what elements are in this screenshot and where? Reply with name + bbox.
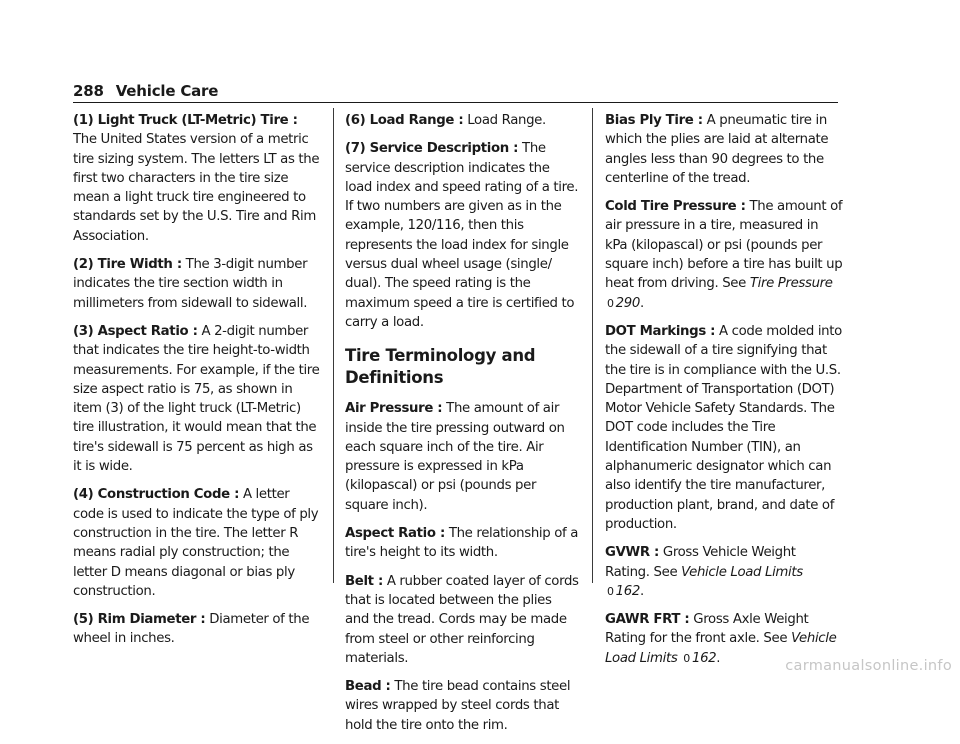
definition-belt bbox=[345, 572, 579, 668]
definition-text: Gross Axle Weight Rating for the front axle. See bbox=[605, 612, 809, 647]
term: Aspect Ratio : bbox=[345, 526, 445, 542]
term: Belt : bbox=[345, 573, 383, 589]
column-divider bbox=[333, 108, 334, 583]
definition-text: Diameter of the wheel in inches. bbox=[73, 612, 310, 647]
term: Cold Tire Pressure : bbox=[605, 199, 746, 215]
term: (3) Aspect Ratio : bbox=[73, 323, 198, 339]
page-number: 288 bbox=[73, 82, 104, 100]
section-heading: Tire Terminology and Definitions bbox=[345, 346, 536, 388]
column-3 bbox=[605, 111, 843, 677]
ref-page: 162 bbox=[615, 583, 640, 599]
definition-text: A rubber coated layer of cords that is located between the plies and the tread. Cords may be made from steel or other reinforcing materials. bbox=[345, 573, 579, 666]
term: (7) Service Description : bbox=[345, 141, 519, 157]
term: Bead : bbox=[345, 679, 391, 695]
definition-text: The relationship of a tire's height to its width. bbox=[345, 526, 578, 561]
ref-page: 290 bbox=[615, 295, 640, 311]
page-arrow-icon: 0 bbox=[683, 651, 690, 665]
definition-text: The amount of air inside the tire pressing outward on each square inch of the tire. Air pressure is expressed in kPa (kilopascal) or psi (pounds per square inch). bbox=[345, 401, 565, 513]
ref-title: Vehicle Load Limits bbox=[605, 631, 837, 666]
definition-bead bbox=[345, 677, 579, 735]
definition-dot-markings bbox=[605, 322, 843, 534]
watermark: carmanualsonline.info bbox=[785, 658, 952, 674]
definition-lt-metric-tire bbox=[73, 111, 323, 246]
definition-load-range bbox=[345, 111, 579, 130]
term: GVWR : bbox=[605, 545, 659, 561]
header-rule bbox=[73, 102, 838, 103]
term: DOT Markings : bbox=[605, 323, 716, 339]
term: (1) Light Truck (LT-Metric) Tire : bbox=[73, 113, 298, 128]
definition-text: A 2-digit number that indicates the tire height-to-width measurements. For example, if the tire size aspect ratio is 75, as shown in item (3) of the light truck (LT-Metric) tire illustration, it would mean that the tire's sidewall is 75 percent as high as it is wide. bbox=[73, 323, 320, 475]
definition-text: The service description indicates the load index and speed rating of a tire. If two numbers are given as in the example, 120/116, then this represents the load index for single versus dual wheel usage (single/ dual). The speed rating is the maximum speed a tire is certified to carry a load. bbox=[345, 141, 579, 330]
definition-text: The amount of air pressure in a tire, measured in kPa (kilopascal) or psi (pounds per square inch) before a tire has built up heat from driving. See bbox=[605, 199, 843, 292]
definition-service-description bbox=[345, 139, 579, 332]
definition-construction-code bbox=[73, 485, 323, 601]
term: (4) Construction Code : bbox=[73, 487, 240, 503]
definition-rim-diameter bbox=[73, 610, 323, 649]
definition-text: A code molded into the sidewall of a tire signifying that the tire is in compliance with the U.S. Department of Transportation (DOT) Motor Vehicle Safety Standards. The DOT code includes the Tire Identification Number (TIN), an alphanumeric designator which can also identify the tire manufacturer, production plant, brand, and date of production. bbox=[605, 323, 842, 532]
ref-title: Tire Pressure bbox=[749, 276, 833, 292]
period: . bbox=[640, 295, 644, 311]
period: . bbox=[716, 650, 721, 666]
definition-text: A letter code is used to indicate the type of ply construction in the tire. The letter R means radial ply construction; the letter D means diagonal or bias ply construction. bbox=[73, 487, 319, 599]
term: (5) Rim Diameter : bbox=[73, 612, 206, 628]
column-2 bbox=[345, 111, 579, 744]
term: GAWR FRT : bbox=[605, 612, 690, 628]
definition-tire-width bbox=[73, 255, 323, 313]
definition-air-pressure bbox=[345, 399, 579, 515]
definition-text: The 3-digit number indicates the tire section width in millimeters from sidewall to sidewall. bbox=[73, 257, 308, 311]
definition-text: Gross Vehicle Weight Rating. See bbox=[605, 545, 796, 580]
ref-page: 162 bbox=[691, 650, 717, 666]
column-divider bbox=[592, 108, 593, 583]
section-title: Vehicle Care bbox=[115, 82, 219, 100]
definition-aspect-ratio bbox=[73, 322, 323, 476]
definition-text: Load Range. bbox=[467, 113, 546, 128]
term: (6) Load Range : bbox=[345, 113, 464, 128]
ref-title: Vehicle Load Limits bbox=[681, 564, 803, 580]
definition-text: The United States version of a metric tire sizing system. The letters LT as the first two characters in the tire size mean a light truck tire engineered to standards set by the U.S. Tire and Rim Association. bbox=[73, 132, 320, 244]
column-1 bbox=[73, 111, 323, 658]
period: . bbox=[640, 583, 644, 599]
term: (2) Tire Width : bbox=[73, 257, 182, 273]
definition-cold-tire-pressure bbox=[605, 197, 843, 313]
definition-bias-ply-tire bbox=[605, 111, 843, 188]
definition-aspect-ratio-term bbox=[345, 524, 579, 563]
page-header bbox=[73, 82, 218, 100]
page-arrow-icon: 0 bbox=[607, 296, 614, 310]
page-arrow-icon: 0 bbox=[607, 584, 614, 598]
term: Bias Ply Tire : bbox=[605, 113, 703, 128]
definition-gvwr bbox=[605, 543, 843, 601]
definition-text: The tire bead contains steel wires wrapped by steel cords that hold the tire onto the rim. bbox=[345, 679, 571, 733]
term: Air Pressure : bbox=[345, 401, 443, 417]
definition-text: A pneumatic tire in which the plies are laid at alternate angles less than 90 degrees to the centerline of the tread. bbox=[605, 113, 829, 186]
